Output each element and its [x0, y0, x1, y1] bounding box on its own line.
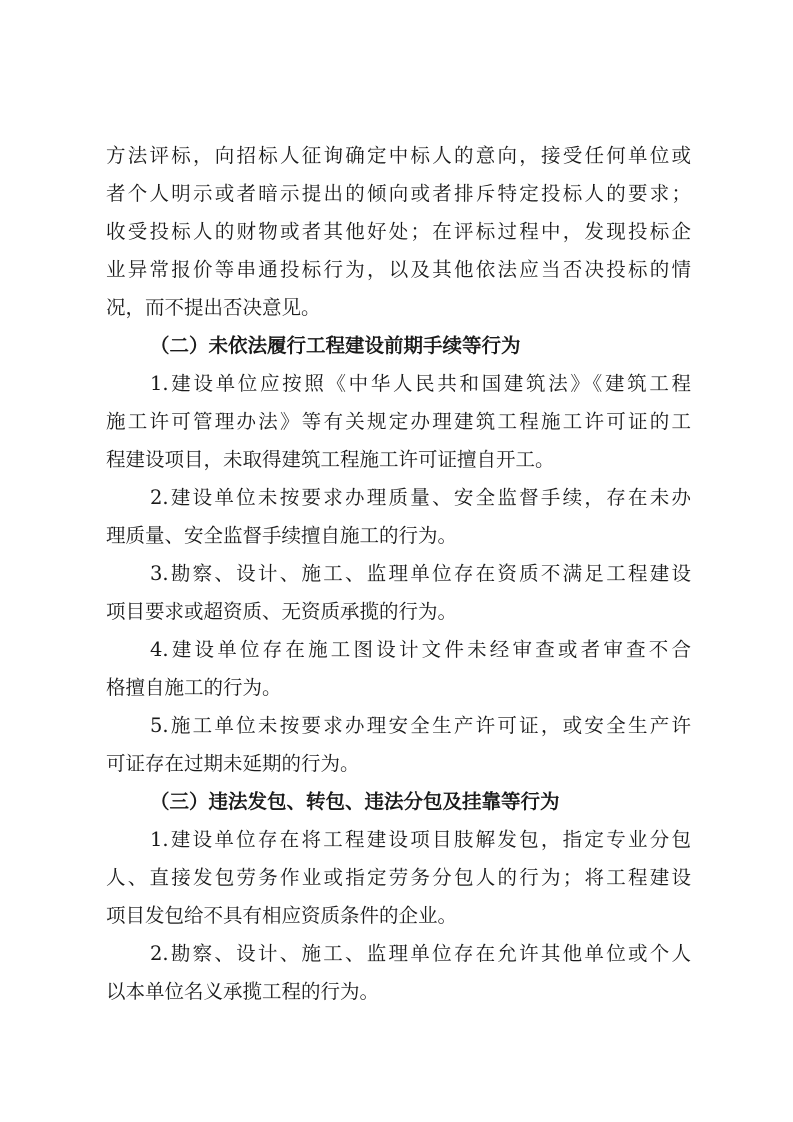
paragraph-line: 格擅自施工的行为。	[106, 676, 282, 699]
paragraph-line: 可证存在过期未延期的行为。	[106, 752, 360, 775]
section-heading-2: （二）未依法履行工程建设前期手续等行为	[150, 334, 521, 357]
paragraph-line: 施工许可管理办法》等有关规定办理建筑工程施工许可证的工	[106, 410, 691, 433]
paragraph-line: 理质量、安全监督手续擅自施工的行为。	[106, 524, 458, 547]
paragraph-line: 程建设项目，未取得建筑工程施工许可证擅自开工。	[106, 448, 555, 471]
paragraph-line: 5.施工单位未按要求办理安全生产许可证，或安全生产许	[150, 714, 691, 737]
paragraph-line: 3.勘察、设计、施工、监理单位存在资质不满足工程建设	[150, 562, 691, 585]
paragraph-line: 以本单位名义承揽工程的行为。	[106, 980, 380, 1003]
paragraph-line: 业异常报价等串通投标行为，以及其他依法应当否决投标的情	[106, 258, 691, 281]
paragraph-line: 方法评标，向招标人征询确定中标人的意向，接受任何单位或	[106, 144, 691, 167]
paragraph-line: 况，而不提出否决意见。	[106, 296, 321, 319]
paragraph-line: 人、直接发包劳务作业或指定劳务分包人的行为；将工程建设	[106, 866, 691, 889]
paragraph-line: 1.建设单位应按照《中华人民共和国建筑法》《建筑工程	[150, 372, 691, 395]
paragraph-line: 项目发包给不具有相应资质条件的企业。	[106, 904, 458, 927]
section-heading-3: （三）违法发包、转包、违法分包及挂靠等行为	[150, 790, 560, 813]
paragraph-line: 项目要求或超资质、无资质承揽的行为。	[106, 600, 458, 623]
paragraph-line: 1.建设单位存在将工程建设项目肢解发包，指定专业分包	[150, 828, 691, 851]
paragraph-line: 4.建设单位存在施工图设计文件未经审查或者审查不合	[150, 638, 691, 661]
paragraph-line: 2.建设单位未按要求办理质量、安全监督手续，存在未办	[150, 486, 691, 509]
paragraph-line: 2.勘察、设计、施工、监理单位存在允许其他单位或个人	[150, 942, 691, 965]
paragraph-line: 者个人明示或者暗示提出的倾向或者排斥特定投标人的要求；	[106, 182, 691, 205]
document-body	[106, 137, 691, 1011]
paragraph-line: 收受投标人的财物或者其他好处；在评标过程中，发现投标企	[106, 220, 691, 243]
